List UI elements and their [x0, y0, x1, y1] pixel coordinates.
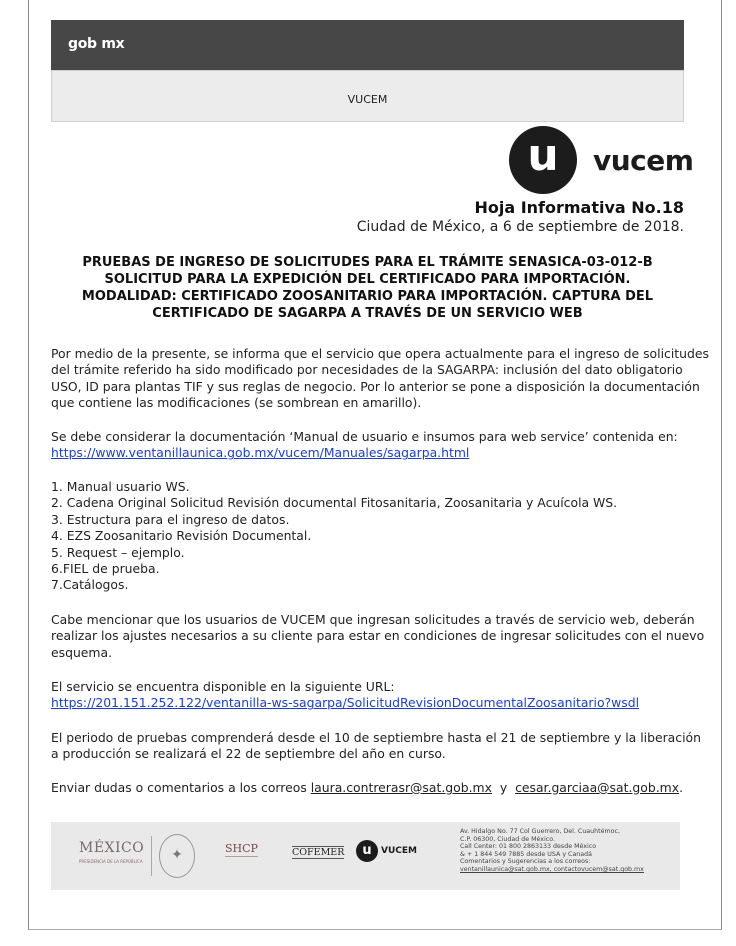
heading-line: PRUEBAS DE INGRESO DE SOLICITUDES PARA EL TRÁMITE SENASICA-03-012-B	[82, 255, 653, 270]
vucem-band-label: VUCEM	[347, 93, 388, 106]
vucem-footer-circle-icon: u	[356, 840, 378, 862]
documentation-list	[51, 479, 691, 594]
vucem-band	[51, 70, 684, 122]
list-item: 6.FIEL de prueba.	[51, 561, 160, 577]
mexico-logo: MÉXICO	[79, 840, 145, 856]
paragraph-line: esquema.	[51, 644, 113, 660]
paragraph-line: a producción se realizará el 22 de septiembre del año en curso.	[51, 746, 446, 762]
contact-paragraph	[51, 780, 691, 796]
footer-address	[460, 828, 644, 874]
paragraph-line: Se debe considerar la documentación ‘Manual de usuario e insumos para web service’ contenida en:	[51, 429, 678, 444]
email-link-cesar[interactable]: cesar.garciaa@sat.gob.mx	[515, 780, 680, 795]
paragraph-line: USO, ID para plantas TIF y sus reglas de negocio. Por lo anterior se pone a disposición la documentación	[51, 378, 700, 394]
address-line: & + 1 844 549 7885 desde USA y Canadá	[460, 850, 593, 858]
period-paragraph	[51, 730, 701, 763]
contact-joiner: y	[499, 780, 508, 795]
vucem-wordmark: vucem	[593, 144, 694, 177]
documentation-paragraph	[51, 429, 691, 462]
address-line: Comentarios y Sugerencias a los correos:	[460, 858, 591, 866]
footer-divider	[151, 836, 152, 876]
list-item: 7.Catálogos.	[51, 577, 129, 593]
bulletin-title: Hoja Informativa No.18	[474, 198, 684, 217]
vucem-circle-icon: u	[509, 126, 577, 194]
paragraph-line: El periodo de pruebas comprenderá desde el 10 de septiembre hasta el 21 de septiembre y la liberación	[51, 730, 701, 745]
list-item: 4. EZS Zoosanitario Revisión Documental.	[51, 528, 312, 544]
gob-mx-logo[interactable]: gob mx	[68, 36, 125, 52]
paragraph-line: Por medio de la presente, se informa que el servicio que opera actualmente para el ingreso de solicitudes	[51, 346, 709, 361]
list-item: 3. Estructura para el ingreso de datos.	[51, 511, 290, 527]
heading-line: SOLICITUD PARA LA EXPEDICIÓN DEL CERTIFICADO PARA IMPORTACIÓN.	[104, 272, 631, 287]
paragraph-line: realizar los ajustes necesarios a su cliente para estar en condiciones de ingresar solicitudes con el nuevo	[51, 628, 705, 644]
intro-paragraph	[51, 346, 709, 412]
list-item: 2. Cadena Original Solicitud Revisión documental Fitosanitaria, Zoosanitaria y Acuícola WS.	[51, 495, 618, 511]
paragraph-line: El servicio se encuentra disponible en la siguiente URL:	[51, 679, 395, 694]
paragraph-line: que contiene las modificaciones (se sombrean en amarillo).	[51, 395, 422, 411]
document-heading	[51, 254, 684, 322]
adjustments-paragraph	[51, 612, 705, 661]
service-paragraph	[51, 679, 691, 712]
heading-line: MODALIDAD: CERTIFICADO ZOOSANITARIO PARA IMPORTACIÓN. CAPTURA DEL	[81, 289, 654, 304]
cofemer-logo: COFEMER	[292, 847, 345, 858]
vucem-footer-wordmark: VUCEM	[381, 846, 417, 856]
address-line: C.P. 06300, Ciudad de México.	[460, 835, 555, 843]
paragraph-line: del trámite referido ha sido modificado por necesidades de la SAGARPA: inclusión del dato obligatorio	[51, 362, 683, 378]
footer-emails-link[interactable]: ventanillaunica@sat.gob.mx, contactovucem@sat.gob.mx	[460, 865, 644, 873]
heading-line: CERTIFICADO DE SAGARPA A TRAVÉS DE UN SERVICIO WEB	[152, 306, 583, 321]
shcp-logo: SHCP	[225, 842, 258, 855]
manuals-link[interactable]: https://www.ventanillaunica.gob.mx/vucem/Manuales/sagarpa.html	[51, 445, 470, 461]
contact-suffix: .	[679, 780, 684, 795]
paragraph-line: Cabe mencionar que los usuarios de VUCEM que ingresan solicitudes a través de servicio web, deberán	[51, 612, 695, 627]
email-link-laura[interactable]: laura.contrerasr@sat.gob.mx	[310, 780, 492, 795]
national-seal-icon: ✦	[159, 834, 195, 878]
vucem-logo	[509, 124, 694, 194]
mexico-logo-subtitle: PRESIDENCIA DE LA REPÚBLICA	[79, 859, 143, 864]
address-line: Av. Hidalgo No. 77 Col Guerrero, Del. Cuauhtémoc,	[460, 828, 620, 835]
contact-prefix: Enviar dudas o comentarios a los correos	[51, 780, 307, 795]
list-item: 5. Request – ejemplo.	[51, 544, 185, 560]
address-line: Call Center: 01 800 2863133 desde México	[460, 843, 597, 851]
bulletin-date: Ciudad de México, a 6 de septiembre de 2018.	[356, 219, 684, 235]
list-item: 1. Manual usuario WS.	[51, 479, 190, 494]
footer-band	[51, 822, 680, 890]
gob-header-bar	[51, 20, 684, 70]
wsdl-link[interactable]: https://201.151.252.122/ventanilla-ws-sagarpa/SolicitudRevisionDocumentalZoosanitario?wsdl	[51, 695, 640, 711]
